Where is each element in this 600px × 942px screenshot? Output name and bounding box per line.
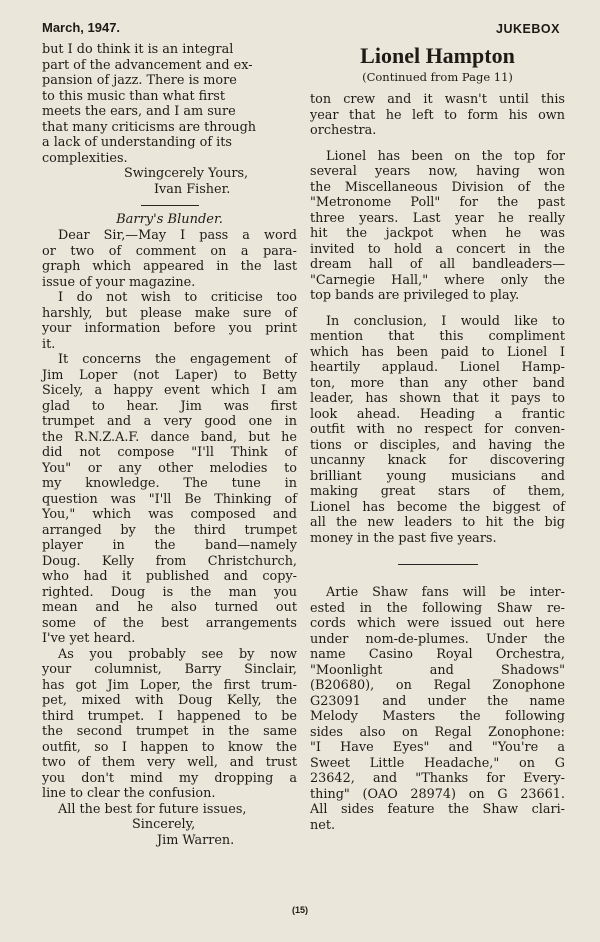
text-line: It concerns the engagement of — [58, 352, 297, 367]
magazine-name: JUKEBOX — [496, 22, 560, 36]
page-number: (15) — [292, 905, 309, 915]
text-line: issue of your magazine. — [42, 274, 196, 290]
text-line: it. — [42, 336, 56, 352]
text-line: pet, mixed with Doug Kelly, the — [42, 693, 297, 708]
text-line: trumpet and a very good one in — [42, 414, 297, 429]
text-line: arranged by the third trumpet — [42, 522, 297, 538]
text-line: making great stars of them, — [310, 484, 565, 499]
text-line: tions or disciples, and having the — [310, 437, 565, 453]
text-line: Artie Shaw fans will be inter- — [326, 585, 565, 600]
text-line: You," which was composed and — [42, 507, 297, 522]
text-line: two of them very well, and trust — [42, 755, 297, 770]
text-line: meets the ears, and I am sure — [42, 104, 236, 119]
text-line: As you probably see by now — [58, 646, 297, 662]
text-line: pansion of jazz. There is more — [42, 73, 237, 88]
text-line: did not compose "I'll Think of — [42, 445, 297, 460]
text-line: the second trumpet in the same — [42, 724, 297, 739]
text-line: outfit, so I happen to know the — [42, 739, 297, 755]
text-line: All the best for future issues, — [58, 801, 247, 817]
text-line: some of the best arrangements — [42, 615, 297, 631]
text-line: graph which appeared in the last — [42, 259, 297, 274]
section-divider — [141, 205, 199, 206]
text-line: ton crew and it wasn't until this — [310, 92, 565, 107]
text-line: (B20680), on Regal Zonophone — [310, 678, 565, 693]
text-line: G23091 and under the name — [310, 693, 565, 709]
text-line: You" or any other melodies to — [42, 460, 297, 476]
text-line: Sicely, a happy event which I am — [42, 383, 297, 398]
text-line: three years. Last year he really — [310, 210, 565, 226]
text-line: orchestra. — [310, 123, 377, 138]
text-line: or two of comment on a para- — [42, 243, 297, 259]
text-line: but I do think it is an integral — [42, 42, 234, 57]
text-line: thing" (OAO 28974) on G 23661. — [310, 786, 565, 802]
text-line: brilliant young musicians and — [310, 468, 565, 484]
letter-closing: Swingcerely Yours, — [124, 166, 249, 181]
text-line: Lionel has been on the top for — [326, 148, 565, 164]
text-line: name Casino Royal Orchestra, — [310, 647, 565, 662]
text-line: Doug. Kelly from Christchurch, — [42, 553, 297, 569]
text-line: "I Have Eyes" and "You're a — [310, 740, 565, 755]
text-line: part of the advancement and ex- — [42, 57, 253, 73]
text-line: In conclusion, I would like to — [326, 313, 565, 329]
text-line: to this music than what first — [42, 88, 226, 104]
text-line: has got Jim Loper, the first trum- — [42, 677, 297, 693]
article-title: Lionel Hampton — [360, 43, 515, 68]
text-line: "Moonlight and Shadows" — [310, 662, 565, 678]
issue-date: March, 1947. — [42, 20, 121, 35]
article-continuation-note: (Continued from Page 11) — [362, 70, 513, 84]
text-line: line to clear the confusion. — [42, 786, 216, 801]
section-divider — [398, 564, 478, 565]
text-line: a lack of understanding of its — [42, 135, 232, 150]
text-line: look ahead. Heading a frantic — [310, 406, 565, 422]
text-line: all the new leaders to hit the big — [310, 515, 565, 530]
text-line: Melody Masters the following — [310, 709, 565, 724]
text-line: year that he left to form his own — [310, 107, 565, 123]
text-line: third trumpet. I happened to be — [42, 708, 297, 724]
text-line: who had it published and copy- — [42, 569, 297, 584]
left-column — [42, 42, 297, 848]
letter-heading: Barry's Blunder. — [116, 212, 223, 227]
text-line: Lionel has become the biggest of — [310, 499, 565, 515]
text-line: ton, more than any other band — [310, 375, 565, 391]
text-line: sides also on Regal Zonophone: — [310, 724, 565, 740]
text-line: dream hall of all bandleaders— — [310, 257, 565, 272]
letter-body — [42, 228, 297, 817]
text-line: ested in the following Shaw re- — [310, 600, 565, 616]
article-paragraph — [310, 585, 565, 833]
text-line: "Carnegie Hall," where only the — [310, 272, 565, 288]
letter-continued-text — [42, 42, 297, 166]
letter-signature: Jim Warren. — [157, 832, 235, 848]
text-line: several years now, having won — [310, 164, 565, 179]
text-line: that many criticisms are through — [42, 119, 257, 135]
text-line: mean and he also turned out — [42, 600, 297, 615]
text-line: invited to hold a concert in the — [310, 241, 565, 257]
text-line: glad to hear. Jim was first — [42, 398, 297, 414]
text-line: Dear Sir,—May I pass a word — [58, 228, 297, 243]
text-line: righted. Doug is the man you — [42, 584, 297, 600]
text-line: outfit with no respect for conven- — [310, 422, 565, 437]
text-line: I've yet heard. — [42, 631, 136, 646]
text-line: my knowledge. The tune in — [42, 476, 297, 491]
text-line: which has been paid to Lionel I — [310, 344, 565, 360]
text-line: your information before you print — [42, 321, 297, 336]
article-paragraph — [310, 92, 565, 139]
text-line: net. — [310, 817, 336, 833]
text-line: under nom-de-plumes. Under the — [310, 631, 565, 647]
text-line: your columnist, Barry Sinclair, — [42, 662, 297, 677]
text-line: "Metronome Poll" for the past — [310, 195, 565, 210]
letter-closing: Sincerely, — [132, 817, 196, 832]
text-line: heartily applaud. Lionel Hamp- — [310, 360, 565, 375]
text-line: harshly, but please make sure of — [42, 305, 297, 321]
article-paragraph — [310, 314, 565, 547]
text-line: question was "I'll Be Thinking of — [42, 491, 297, 507]
text-line: 23642, and "Thanks for Every- — [310, 771, 565, 786]
text-line: I do not wish to criticise too — [58, 290, 297, 305]
article-paragraph — [310, 149, 565, 304]
text-line: money in the past five years. — [310, 530, 497, 546]
letter-signature: Ivan Fisher. — [154, 181, 231, 197]
text-line: leader, has shown that it pays to — [310, 391, 565, 406]
text-line: uncanny knack for discovering — [310, 453, 565, 468]
text-line: Sweet Little Headache," on G — [310, 755, 565, 771]
text-line: you don't mind my dropping a — [42, 770, 297, 786]
text-line: the R.N.Z.A.F. dance band, but he — [42, 429, 297, 445]
text-line: All sides feature the Shaw clari- — [310, 802, 565, 817]
text-line: complexities. — [42, 150, 128, 166]
text-line: top bands are privileged to play. — [310, 288, 520, 303]
text-line: mention that this compliment — [310, 329, 565, 344]
text-line: cords which were issued out here — [310, 616, 565, 631]
text-line: player in the band—namely — [42, 538, 297, 553]
text-line: Jim Loper (not Laper) to Betty — [42, 367, 297, 383]
text-line: the Miscellaneous Division of the — [310, 179, 565, 195]
text-line: hit the jackpot when he was — [310, 226, 565, 241]
right-column — [310, 42, 565, 833]
